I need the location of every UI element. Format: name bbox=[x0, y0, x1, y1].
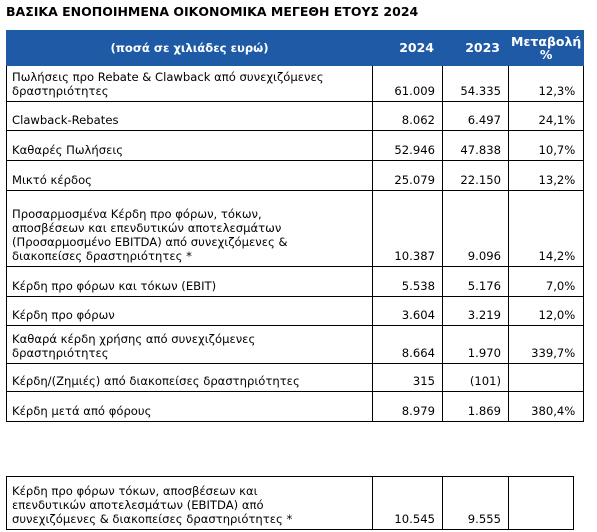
row-label-line: δραστηριότητες bbox=[12, 346, 109, 360]
change-header-line2: % bbox=[539, 47, 553, 62]
row-label bbox=[7, 326, 373, 364]
change-header-line1: Μεταβολή bbox=[511, 34, 582, 49]
row-label-line: Προσαρμοσμένα Κέρδη προ φόρων, τόκων, bbox=[12, 207, 262, 221]
value-2023: (101) bbox=[443, 364, 509, 392]
table-row bbox=[7, 326, 584, 364]
row-label-line: συνεχιζόμενες & διακοπείσες δραστηριότητες * bbox=[12, 512, 293, 526]
value-2023: 1.869 bbox=[443, 392, 509, 422]
year-2023-header: 2023 bbox=[443, 31, 509, 66]
value-2024: 25.079 bbox=[373, 161, 443, 191]
change-percent: 7,0% bbox=[509, 267, 584, 297]
value-2024: 8.062 bbox=[373, 102, 443, 131]
row-label bbox=[7, 102, 373, 131]
value-2024: 61.009 bbox=[373, 66, 443, 102]
value-2024: 52.946 bbox=[373, 131, 443, 161]
change-percent: 380,4% bbox=[509, 392, 584, 422]
value-2024: 3.604 bbox=[373, 297, 443, 326]
value-2023: 1.970 bbox=[443, 326, 509, 364]
value-2023: 6.497 bbox=[443, 102, 509, 131]
row-label-line: Καθαρές Πωλήσεις bbox=[12, 143, 124, 157]
row-label bbox=[7, 392, 373, 422]
row-label-line: αποσβέσεων και επενδυτικών αποτελεσμάτων bbox=[12, 221, 282, 235]
change-percent: 10,7% bbox=[509, 131, 584, 161]
change-percent: 12,0% bbox=[509, 297, 584, 326]
table-row bbox=[7, 66, 584, 102]
value-2024: 10.545 bbox=[373, 477, 443, 530]
value-2023: 47.838 bbox=[443, 131, 509, 161]
row-label-line: διακοπείσες δραστηριότητες * bbox=[12, 249, 192, 263]
change-percent: 24,1% bbox=[509, 102, 584, 131]
value-2024: 5.538 bbox=[373, 267, 443, 297]
change-percent bbox=[509, 477, 574, 530]
row-label-line: Κέρδη προ φόρων τόκων, αποσβέσεων και bbox=[12, 484, 258, 498]
row-label-line: Μικτό κέρδος bbox=[12, 173, 92, 187]
row-label bbox=[7, 364, 373, 392]
row-label-line: Καθαρά κέρδη χρήσης από συνεχιζόμενες bbox=[12, 332, 256, 346]
row-label-line: Πωλήσεις προ Rebate & Clawback από συνεχιζόμενες bbox=[12, 70, 324, 84]
value-2024: 10.387 bbox=[373, 191, 443, 267]
table-row bbox=[7, 364, 584, 392]
table-row bbox=[7, 392, 584, 422]
row-label-line: (Προσαρμοσμένο EBITDA) από συνεχιζόμενες & bbox=[12, 235, 288, 249]
table-row bbox=[7, 477, 574, 530]
year-2024-header: 2024 bbox=[373, 31, 443, 66]
table-row bbox=[7, 267, 584, 297]
row-label-line: Κέρδη προ φόρων bbox=[12, 308, 115, 322]
table-row bbox=[7, 191, 584, 267]
table-header-row bbox=[7, 31, 584, 66]
value-2023: 9.096 bbox=[443, 191, 509, 267]
table-row bbox=[7, 131, 584, 161]
row-label bbox=[7, 297, 373, 326]
value-2023: 54.335 bbox=[443, 66, 509, 102]
change-header bbox=[509, 31, 584, 66]
value-2023: 5.176 bbox=[443, 267, 509, 297]
value-2023: 9.555 bbox=[443, 477, 509, 530]
row-label-line: Κέρδη προ φόρων και τόκων (EBIT) bbox=[12, 279, 217, 293]
row-label bbox=[7, 161, 373, 191]
value-2024: 8.979 bbox=[373, 392, 443, 422]
units-header: (ποσά σε χιλιάδες ευρώ) bbox=[7, 31, 373, 66]
change-percent: 14,2% bbox=[509, 191, 584, 267]
table-row bbox=[7, 297, 584, 326]
change-percent bbox=[509, 364, 584, 392]
page-title: ΒΑΣΙΚΑ ΕΝΟΠΟΙΗΜΕΝΑ ΟΙΚΟΝΟΜΙΚΑ ΜΕΓΕΘΗ ΕΤΟΥΣ 2024 bbox=[6, 4, 419, 19]
financials-table bbox=[6, 30, 584, 422]
ebitda-table bbox=[6, 476, 574, 530]
row-label bbox=[7, 267, 373, 297]
table-row bbox=[7, 102, 584, 131]
change-percent: 12,3% bbox=[509, 66, 584, 102]
value-2024: 315 bbox=[373, 364, 443, 392]
row-label-line: δραστηριότητες bbox=[12, 84, 109, 98]
row-label bbox=[7, 477, 373, 530]
value-2023: 3.219 bbox=[443, 297, 509, 326]
row-label-line: Κέρδη μετά από φόρους bbox=[12, 404, 152, 418]
value-2024: 8.664 bbox=[373, 326, 443, 364]
row-label bbox=[7, 131, 373, 161]
row-label-line: Clawback-Rebates bbox=[12, 113, 119, 127]
value-2023: 22.150 bbox=[443, 161, 509, 191]
change-percent: 339,7% bbox=[509, 326, 584, 364]
row-label-line: επενδυτικών αποτελεσμάτων (EBITDA) από bbox=[12, 498, 264, 512]
table-row bbox=[7, 161, 584, 191]
change-percent: 13,2% bbox=[509, 161, 584, 191]
row-label bbox=[7, 66, 373, 102]
row-label bbox=[7, 191, 373, 267]
row-label-line: Κέρδη/(Ζημιές) από διακοπείσες δραστηριότητες bbox=[12, 374, 300, 388]
